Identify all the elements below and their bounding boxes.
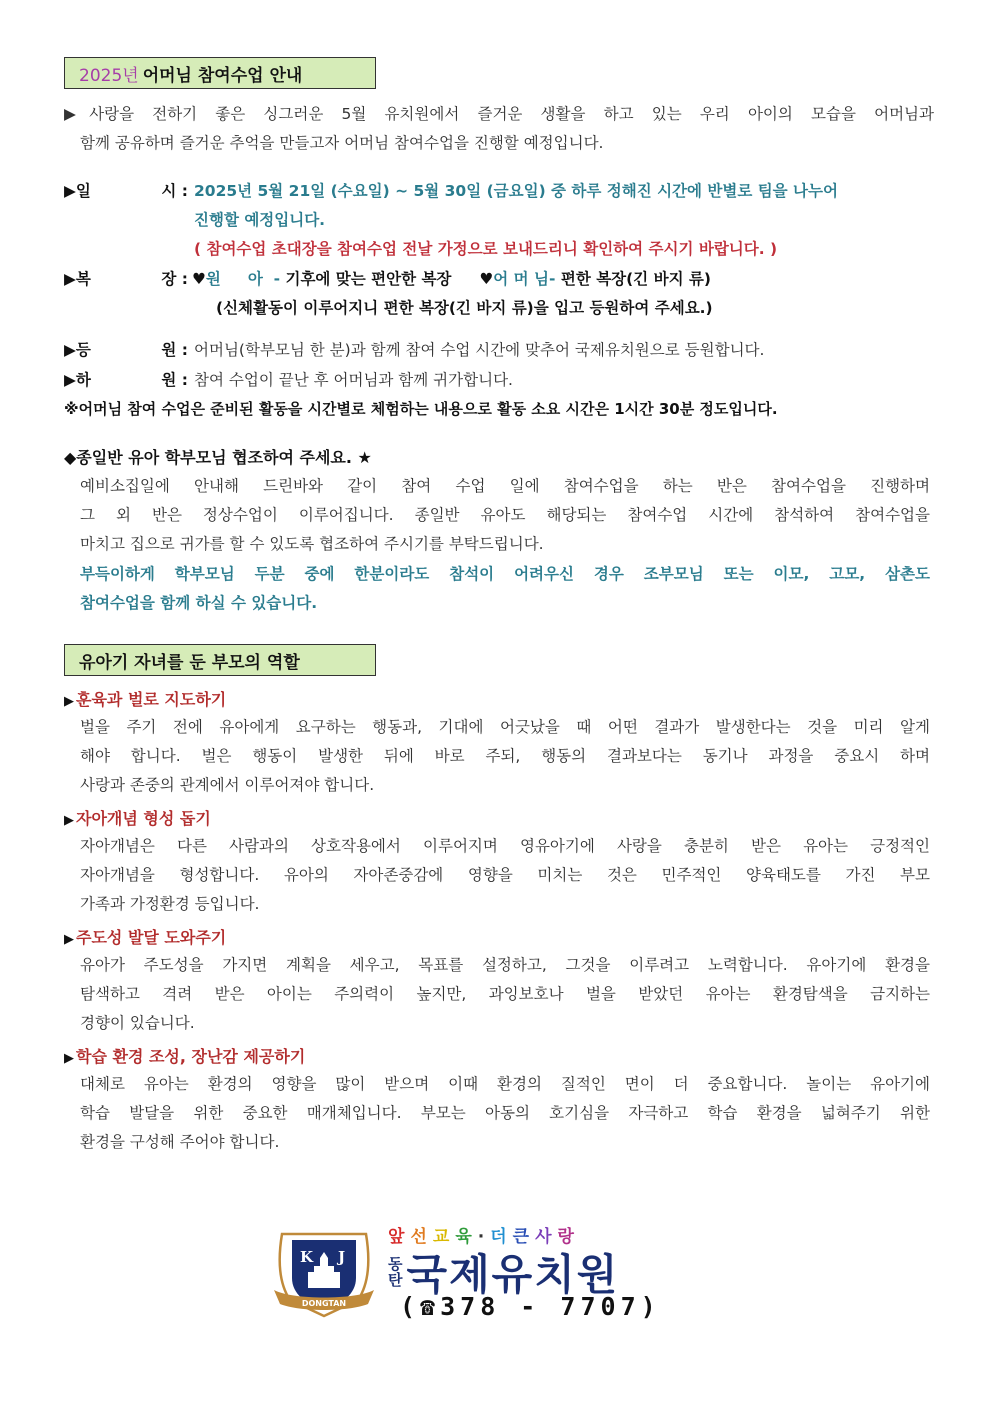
role-2-line-1: 자아개념은 다른 사람과의 상호작용에서 이루어지며 영유아기에 사랑을 충분히 받은 유아는 긍정적인 (80, 837, 930, 855)
role-3-line-1: 유아가 주도성을 가지면 계획을 세우고, 목표를 설정하고, 그것을 이루려고 노력합니다. 유아기에 환경을 (80, 956, 930, 974)
leave-text: 참여 수업이 끝난 후 어머님과 함께 귀가합니다. (194, 371, 513, 389)
slogan-char: · (477, 1227, 491, 1247)
role-3-line-3: 경향이 있습니다. (80, 1014, 195, 1032)
emblem-icon (268, 1220, 380, 1324)
role-heading-1: ▶ 훈육과 벌로 지도하기 (64, 690, 227, 709)
section-title-parent-role (64, 644, 376, 676)
role-4-line-3: 환경을 구성해 주어야 합니다. (80, 1133, 280, 1151)
triangle-icon: ▶ (64, 932, 74, 947)
slogan-char: 사 (535, 1227, 558, 1247)
title-year: 2025년 (79, 65, 139, 86)
triangle-icon: ▶ (64, 813, 74, 828)
dress-line (192, 265, 711, 294)
role-3-line-2: 탐색하고 격려 받은 아이는 주의력이 높지만, 과잉보호나 벌을 받았던 유아는 환경탐색을 금지하는 (80, 985, 930, 1003)
role-heading-3: ▶ 주도성 발달 도와주기 (64, 928, 227, 947)
fullday-heading: ◆종일반 유아 학부모님 협조하여 주세요. ★ (64, 448, 372, 467)
arrive-text: 어머님(학부모님 한 분)과 함께 참여 수업 시간에 맞추어 국제유치원으로 등원합니다. (194, 341, 765, 359)
date-line-1: 2025년 5월 21일 (수요일) ~ 5월 30일 (금요일) 중 하루 정해진 시간에 반별로 팀을 나누어 (194, 182, 838, 200)
fullday-line-2: 그 외 반은 정상수업이 이루어집니다. 종일반 유아도 해당되는 참여수업 시간에 참석하여 참여수업을 (80, 506, 930, 524)
role-heading-4: ▶ 학습 환경 조성, 장난감 제공하기 (64, 1047, 306, 1066)
dress-label: ▶복 장 : (64, 270, 188, 288)
triangle-icon: ▶ (64, 694, 74, 709)
svg-text:J: J (338, 1248, 346, 1266)
slogan-char: 교 (432, 1227, 456, 1247)
slogan-char: 랑 (557, 1227, 580, 1247)
dress-child-text: 기후에 맞는 편안한 복장 (285, 270, 452, 288)
phone-number: (☎378 - 7707) (400, 1292, 661, 1321)
slogan-char: 큰 (512, 1227, 536, 1247)
role-1-line-3: 사랑과 존중의 관계에서 이루어져야 합니다. (80, 776, 375, 794)
date-label: ▶일 시 : (64, 182, 188, 200)
name-text: 국제유치원 (406, 1250, 620, 1299)
role-4-line-1: 대체로 유아는 환경의 영향을 많이 받으며 이때 환경의 질적인 면이 더 중요합니다. 놀이는 유아기에 (80, 1075, 930, 1093)
heart-icon: ♥ (479, 270, 494, 288)
intro-line-2: 함께 공유하며 즐거운 추억을 만들고자 어머님 참여수업을 진행할 예정입니다. (80, 134, 604, 152)
leave-label: ▶하 원 : (64, 371, 188, 389)
dress-child-label: 원 아 - (205, 270, 286, 288)
slogan-char: 앞 (388, 1227, 411, 1247)
svg-text:K: K (300, 1248, 314, 1266)
arrive-label: ▶등 원 : (64, 341, 188, 359)
intro-line-1: ▶사랑을 전하기 좋은 싱그러운 5월 유치원에서 즐거운 생활을 하고 있는 우리 아이의 모습을 어머님과 (64, 105, 934, 123)
title-text: 유아기 자녀를 둔 부모의 역할 (79, 652, 300, 673)
role-2-line-3: 가족과 가정환경 등입니다. (80, 895, 260, 913)
svg-text:DONGTAN: DONGTAN (301, 1299, 347, 1308)
date-line-2: 진행할 예정입니다. (194, 211, 326, 229)
fullday-line-1: 예비소집일에 안내해 드린바와 같이 참여 수업 일에 참여수업을 하는 반은 참여수업을 진행하며 (80, 477, 930, 495)
slogan-char: 더 (490, 1227, 513, 1247)
role-1-line-1: 벌을 주기 전에 유아에게 요구하는 행동과, 기대에 어긋났을 때 어떤 결과가 발생한다는 것을 미리 알게 (80, 718, 930, 736)
heart-icon: ♥ (192, 270, 206, 288)
date-line-3: ( 참여수업 초대장을 참여수업 전날 가정으로 보내드리니 확인하여 주시기 바랍니다. ) (194, 240, 778, 258)
kindergarten-name: 동 탄 국제유치원 (388, 1242, 619, 1302)
fullday-line-3: 마치고 집으로 귀가를 할 수 있도록 협조하여 주시기를 부탁드립니다. (80, 535, 544, 553)
dress-mom-label: 어 머 님- (493, 270, 556, 288)
slogan-char: 육 (455, 1227, 478, 1247)
fullday-line-5: 참여수업을 함께 하실 수 있습니다. (80, 594, 318, 612)
triangle-icon: ▶ (64, 1051, 74, 1066)
dress-mom-text: 편한 복장(긴 바지 류) (555, 270, 711, 288)
title-text: 어머님 참여수업 안내 (142, 65, 303, 86)
activity-note: ※어머님 참여 수업은 준비된 활동을 시간별로 체험하는 내용으로 활동 소요 시간은 1시간 30분 정도입니다. (64, 400, 778, 418)
role-2-line-2: 자아개념을 형성합니다. 유아의 자아존중감에 영향을 미치는 것은 민주적인 양육태도를 가진 부모 (80, 866, 930, 884)
role-1-line-2: 해야 합니다. 벌은 행동이 발생한 뒤에 바로 주되, 행동의 결과보다는 동기나 과정을 중요시 하며 (80, 747, 930, 765)
dress-note: (신체활동이 이루어지니 편한 복장(긴 바지 류)을 입고 등원하여 주세요.) (216, 299, 713, 317)
fullday-line-4: 부득이하게 학부모님 두분 중에 한분이라도 참석이 어려우신 경우 조부모님 또는 이모, 고모, 삼촌도 (80, 565, 930, 583)
section-title-participation (64, 57, 376, 89)
role-heading-2: ▶ 자아개념 형성 돕기 (64, 809, 211, 828)
kindergarten-logo (268, 1220, 708, 1330)
role-4-line-2: 학습 발달을 위한 중요한 매개체입니다. 부모는 아동의 호기심을 자극하고 학습 환경을 넓혀주기 위한 (80, 1104, 930, 1122)
slogan-char: 선 (410, 1227, 433, 1247)
